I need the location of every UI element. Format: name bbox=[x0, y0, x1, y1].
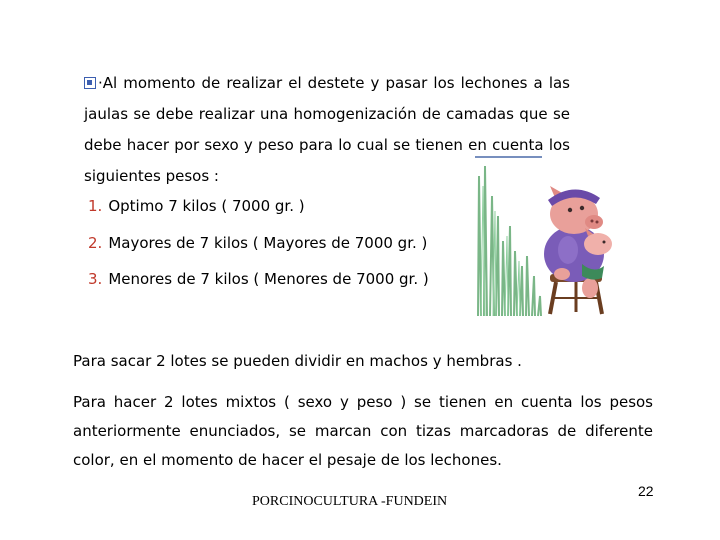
list-text: Mayores de 7 kilos ( Mayores de 7000 gr. ) bbox=[108, 233, 428, 252]
pig-illustration bbox=[470, 156, 620, 321]
list-number: 2. bbox=[88, 233, 103, 252]
list-item bbox=[88, 230, 468, 267]
weights-list bbox=[88, 193, 468, 303]
list-text: Optimo 7 kilos ( 7000 gr. ) bbox=[108, 197, 305, 215]
list-item bbox=[88, 266, 468, 303]
list-number: 1. bbox=[88, 197, 103, 215]
page-number: 22 bbox=[638, 483, 654, 499]
intro-prefix: ·Al bbox=[98, 74, 118, 92]
intro-text: momento de realizar el destete y pasar los lechones a las jaulas se debe realizar una homogenización de camadas que se debe hacer por sexo y peso para lo cual se tienen en cuenta los siguientes pesos : bbox=[84, 74, 570, 185]
paragraph-mixed-lots: Para hacer 2 lotes mixtos ( sexo y peso ) se tienen en cuenta los pesos anteriormente enunciados, se marcan con tizas marcadoras de diferente color, en el momento de hacer el pesaje de los lechones. bbox=[73, 393, 653, 469]
checkbox-bullet-icon bbox=[84, 77, 96, 89]
list-number: 3. bbox=[88, 270, 103, 288]
footer-title: PORCINOCULTURA -FUNDEIN bbox=[252, 494, 448, 509]
list-item bbox=[88, 193, 468, 230]
list-text: Menores de 7 kilos ( Menores de 7000 gr. ) bbox=[108, 270, 429, 288]
paragraph-lots-by-sex: Para sacar 2 lotes se pueden dividir en machos y hembras . bbox=[73, 352, 522, 370]
